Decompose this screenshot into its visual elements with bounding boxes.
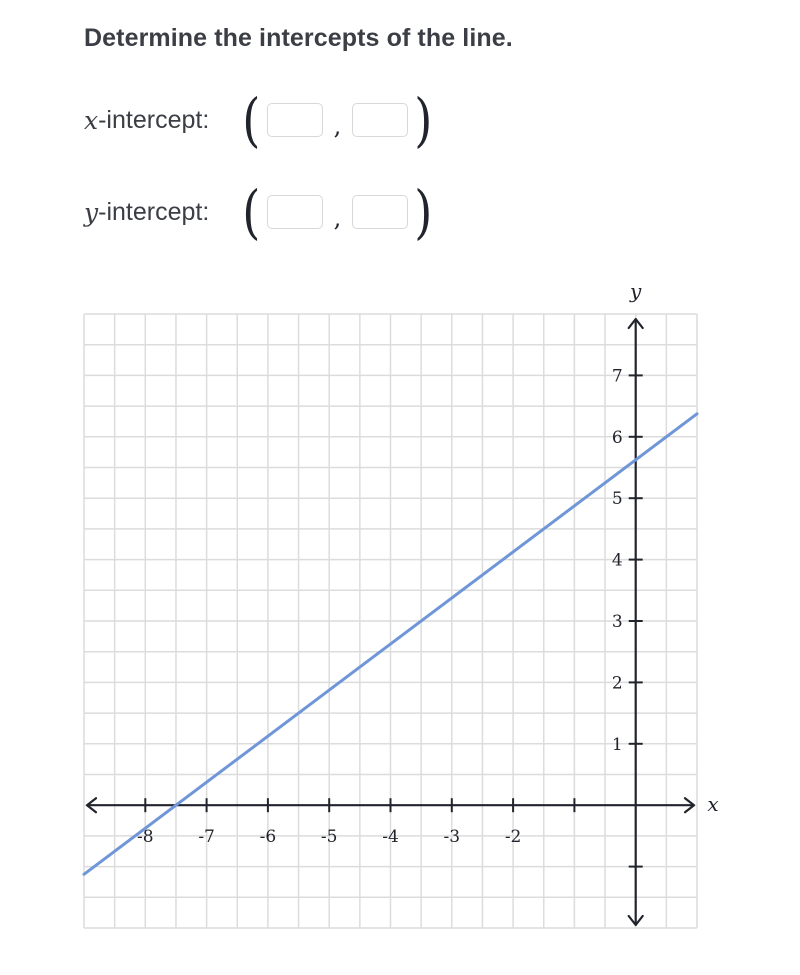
x-tick-label: -2 [504, 827, 522, 848]
x-tick-label: -8 [137, 827, 154, 848]
y-axis-label: y [630, 279, 642, 303]
y-tick-label: 7 [611, 366, 623, 387]
x-intercept-suffix: -intercept: [98, 105, 210, 134]
y-tick-label: 3 [611, 612, 623, 632]
question-title: Determine the intercepts of the line. [84, 24, 513, 52]
open-paren: ( [242, 86, 261, 154]
y-tick-label: 4 [611, 550, 623, 571]
y-tick-label: 2 [611, 673, 623, 694]
y-tick-label: 1 [611, 734, 623, 755]
y-tick-label: 6 [611, 427, 623, 448]
x-tick-label: -4 [382, 827, 399, 848]
x-variable: x [84, 105, 99, 135]
x-tick-label: -6 [259, 827, 277, 848]
y-intercept-suffix: -intercept: [98, 197, 210, 226]
comma: , [333, 112, 342, 140]
x-axis-label: x [707, 792, 719, 817]
x-tick-label: -7 [198, 827, 215, 848]
y-variable: y [84, 197, 99, 227]
x-tick-label: -5 [320, 827, 338, 848]
comma: , [333, 204, 342, 232]
x-tick-label: -3 [443, 827, 461, 848]
close-paren: ) [414, 86, 433, 154]
open-paren: ( [242, 178, 261, 246]
y-tick-label: 5 [611, 489, 623, 510]
close-paren: ) [414, 178, 433, 246]
